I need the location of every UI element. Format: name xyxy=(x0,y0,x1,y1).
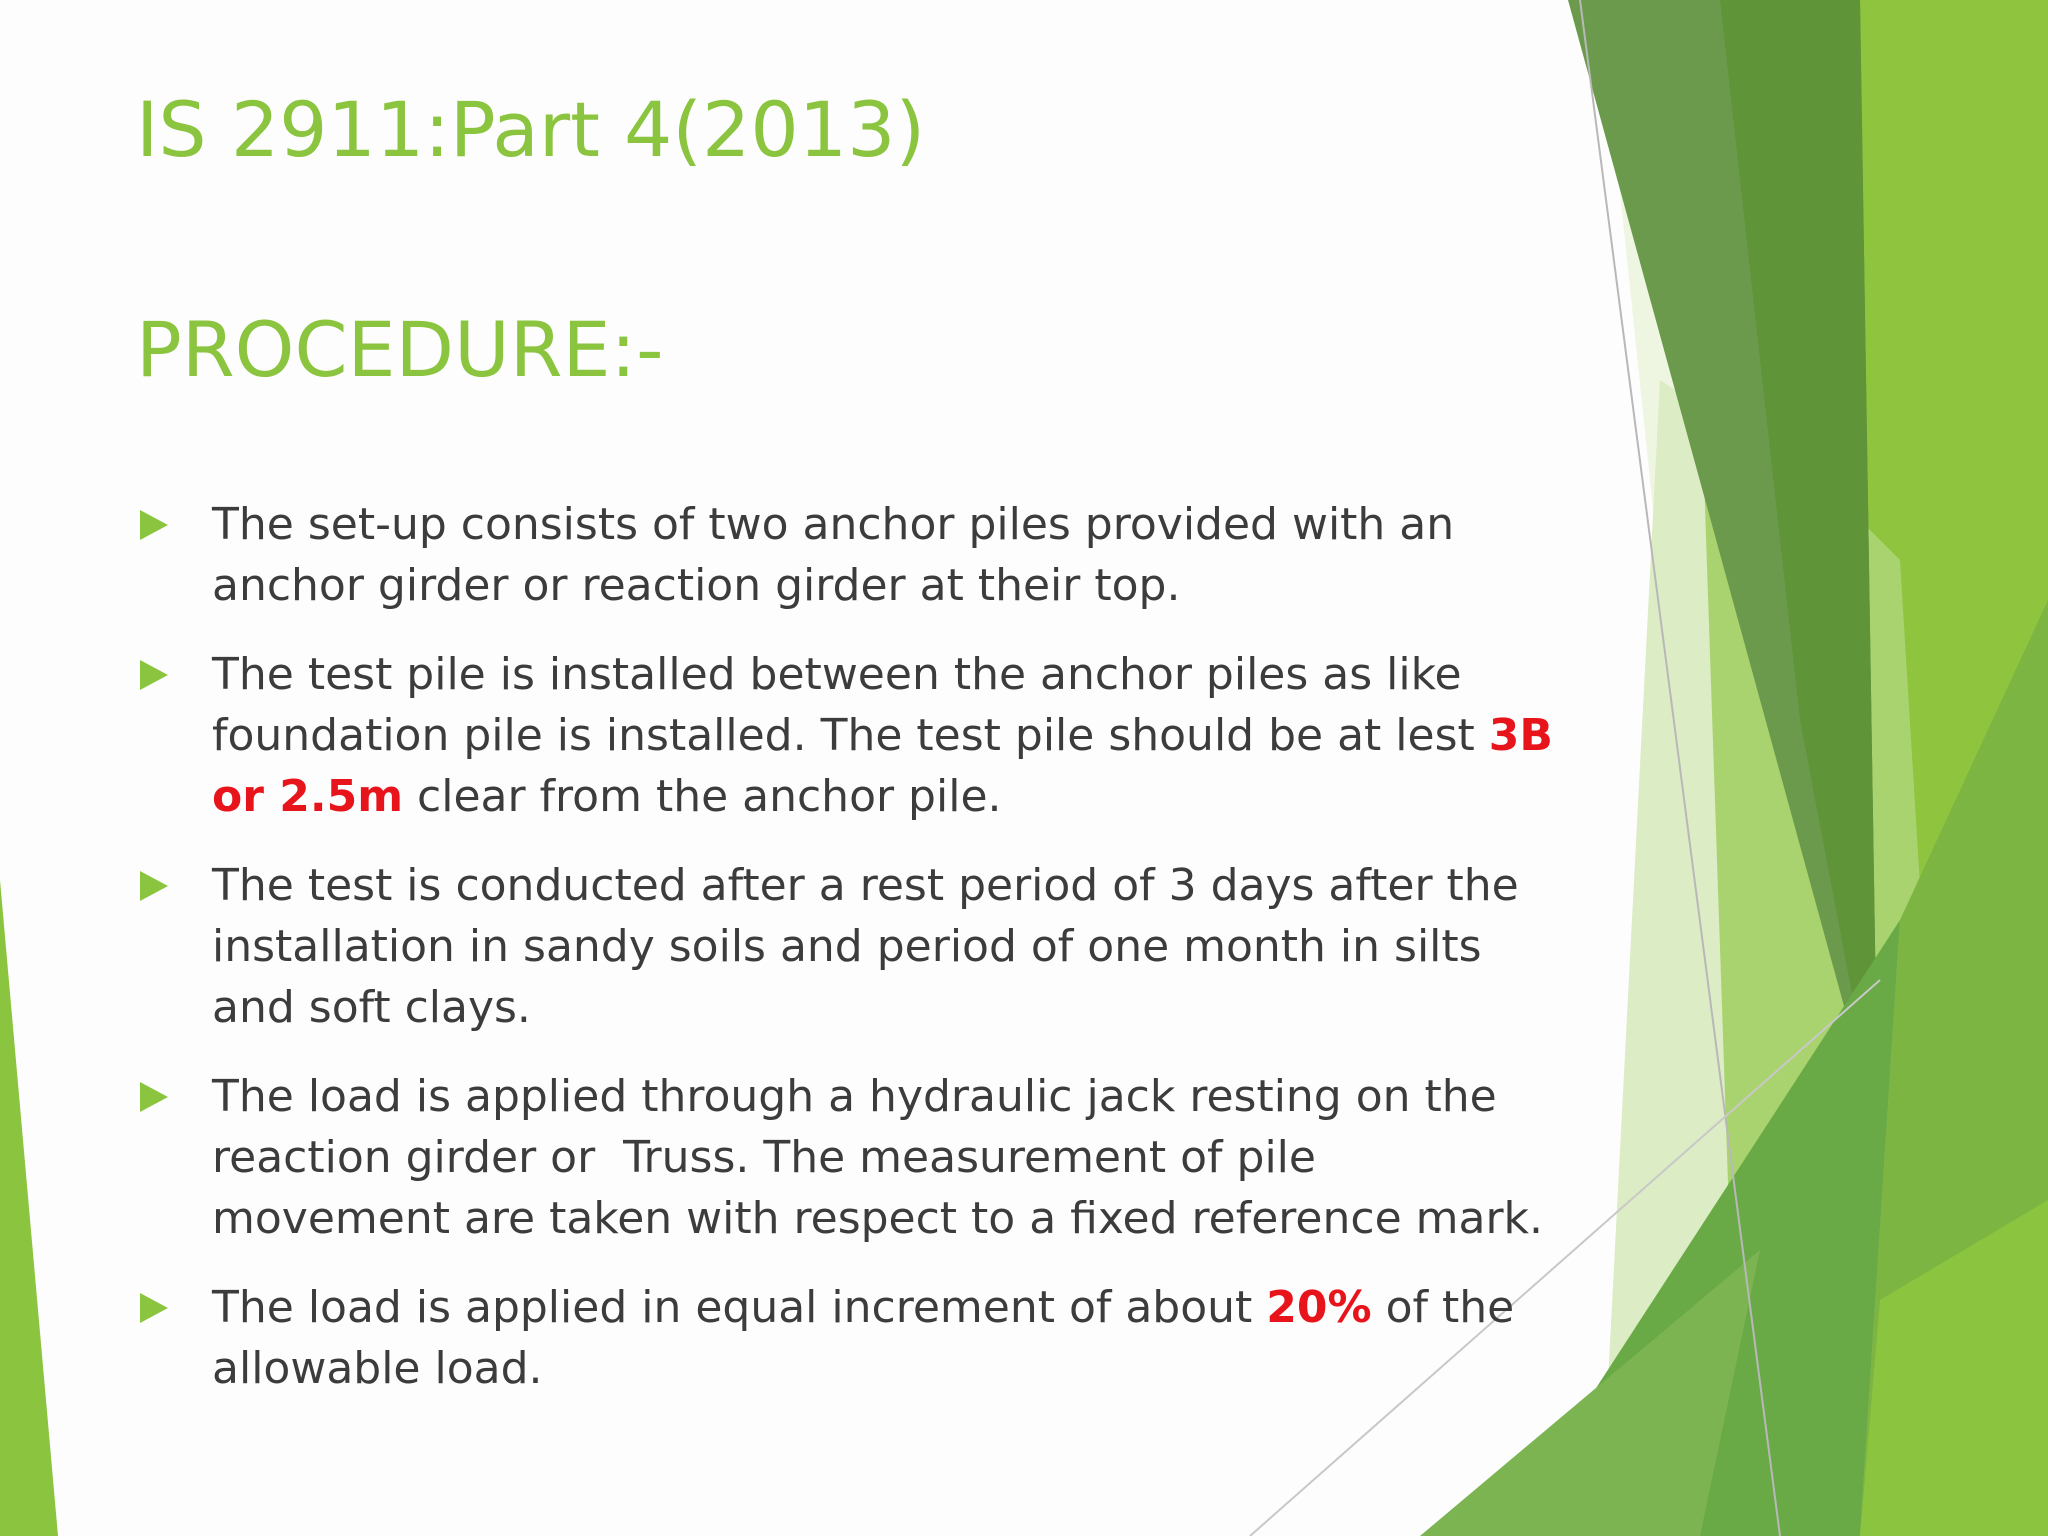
left-green-sliver xyxy=(0,880,58,1536)
triangle-bullet-icon xyxy=(140,1082,168,1112)
triangle-bullet-icon xyxy=(140,1293,168,1323)
bullet-item xyxy=(136,1277,1556,1399)
bullet-text: The load is applied through a hydraulic jack resting on the reaction girder or Truss. The measurement of pile movement are taken with respect to a fixed reference mark. xyxy=(212,1071,1543,1244)
slide-title-line-2: PROCEDURE:- xyxy=(136,305,664,394)
bullet-list xyxy=(136,494,1556,1427)
triangle-bullet-icon xyxy=(140,871,168,901)
bullet-item xyxy=(136,855,1556,1038)
bullet-text: of the allowable load. xyxy=(212,1282,1515,1394)
triangle-bullet-icon xyxy=(140,660,168,690)
highlighted-value: 3B or 2.5m xyxy=(212,710,1553,822)
slide-title-line-1: IS 2911:Part 4(2013) xyxy=(136,85,926,174)
bullet-item xyxy=(136,1066,1556,1249)
bullet-text: The test is conducted after a rest period of 3 days after the installation in sandy soils and period of one month in silts and soft clays. xyxy=(212,860,1519,1033)
bullet-text: The set-up consists of two anchor piles provided with an anchor girder or reaction girder at their top. xyxy=(212,499,1455,611)
bullet-item xyxy=(136,644,1556,827)
highlighted-value: 20% xyxy=(1266,1282,1372,1333)
triangle-bullet-icon xyxy=(140,510,168,540)
bullet-item xyxy=(136,494,1556,616)
bullet-text: The load is applied in equal increment of about xyxy=(212,1282,1267,1333)
bullet-text: The test pile is installed between the anchor piles as like foundation pile is installed. The test pile should be at lest xyxy=(212,649,1489,761)
bullet-text: clear from the anchor pile. xyxy=(403,771,1002,822)
